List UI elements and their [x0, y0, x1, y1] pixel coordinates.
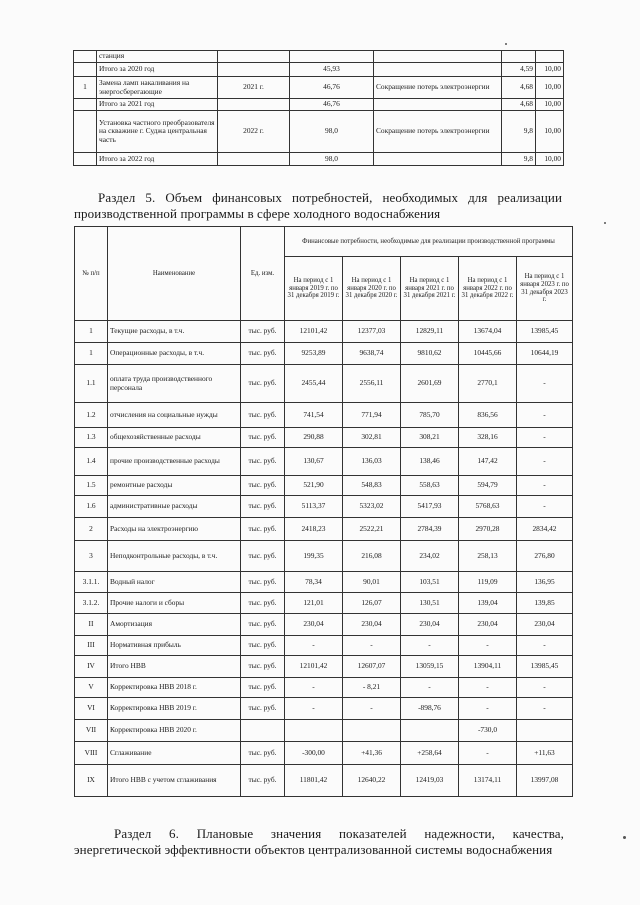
table-row	[74, 63, 564, 77]
top-cell-year	[218, 63, 290, 77]
row-unit: тыс. руб.	[241, 428, 285, 448]
row-value: +41,36	[343, 742, 401, 765]
row-unit: тыс. руб.	[241, 343, 285, 365]
row-num: 3	[75, 541, 108, 572]
header-period: На период с 1 января 2023 г. по 31 декабря 2023 г.	[517, 257, 573, 321]
top-cell-name: Итого за 2021 год	[97, 99, 218, 111]
header-period: На период с 1 января 2022 г. по 31 декабря 2022 г.	[459, 257, 517, 321]
row-unit: тыс. руб.	[241, 678, 285, 698]
row-value: 12377,03	[343, 321, 401, 343]
row-value: 9810,62	[401, 343, 459, 365]
row-value: 521,90	[285, 476, 343, 496]
row-name: Прочие налоги и сборы	[108, 593, 241, 614]
top-cell-v2: 10,00	[536, 99, 564, 111]
row-unit: тыс. руб.	[241, 448, 285, 476]
row-value: 230,04	[459, 614, 517, 636]
row-value: -	[343, 698, 401, 720]
row-value	[401, 720, 459, 742]
top-cell-v1	[502, 51, 536, 63]
top-cell-effect	[374, 51, 502, 63]
row-name: общехозяйственные расходы	[108, 428, 241, 448]
row-value: 2834,42	[517, 518, 573, 541]
row-value: -	[517, 636, 573, 656]
table-row	[75, 448, 573, 476]
row-value: -898,76	[401, 698, 459, 720]
row-value: 308,21	[401, 428, 459, 448]
row-value: 147,42	[459, 448, 517, 476]
table-row	[75, 428, 573, 448]
table-row	[75, 636, 573, 656]
top-cell-num	[74, 111, 97, 153]
row-unit: тыс. руб.	[241, 321, 285, 343]
row-num: VIII	[75, 742, 108, 765]
top-cell-v1: 4,59	[502, 63, 536, 77]
row-value: 12829,11	[401, 321, 459, 343]
row-value: 302,81	[343, 428, 401, 448]
row-value: 5417,93	[401, 496, 459, 518]
row-value: 2784,39	[401, 518, 459, 541]
table-row	[75, 678, 573, 698]
row-unit: тыс. руб.	[241, 518, 285, 541]
row-value: 139,85	[517, 593, 573, 614]
row-value: 230,04	[401, 614, 459, 636]
table-row	[75, 765, 573, 797]
row-value: - 8,21	[343, 678, 401, 698]
row-unit: тыс. руб.	[241, 636, 285, 656]
top-cell-v2	[536, 51, 564, 63]
row-value: 130,67	[285, 448, 343, 476]
row-value: -	[285, 678, 343, 698]
row-num: 1	[75, 321, 108, 343]
row-value: 10445,66	[459, 343, 517, 365]
row-name: Корректировка НВВ 2018 г.	[108, 678, 241, 698]
row-unit	[241, 720, 285, 742]
row-value: 5768,63	[459, 496, 517, 518]
row-value: 594,79	[459, 476, 517, 496]
top-cell-num	[74, 63, 97, 77]
row-num: VI	[75, 698, 108, 720]
row-value: 216,08	[343, 541, 401, 572]
row-unit: тыс. руб.	[241, 742, 285, 765]
row-value: 9638,74	[343, 343, 401, 365]
row-value: -	[517, 476, 573, 496]
table-row	[74, 77, 564, 99]
row-num: 3.1.1.	[75, 572, 108, 593]
table-row	[75, 403, 573, 428]
row-value: -	[517, 403, 573, 428]
row-unit: тыс. руб.	[241, 476, 285, 496]
top-cell-cost: 98,0	[290, 111, 374, 153]
row-num: 1.4	[75, 448, 108, 476]
top-cell-effect	[374, 99, 502, 111]
table-row	[75, 593, 573, 614]
row-unit: тыс. руб.	[241, 765, 285, 797]
row-value: +11,63	[517, 742, 573, 765]
row-value: -	[401, 636, 459, 656]
row-name: Нормативная прибыль	[108, 636, 241, 656]
row-name: Итого НВВ	[108, 656, 241, 678]
top-cell-effect	[374, 63, 502, 77]
row-value: 90,01	[343, 572, 401, 593]
top-cell-v2: 10,00	[536, 77, 564, 99]
row-value: -	[459, 698, 517, 720]
row-name: Расходы на электроэнергию	[108, 518, 241, 541]
row-value: 119,09	[459, 572, 517, 593]
row-unit: тыс. руб.	[241, 572, 285, 593]
table-row	[75, 720, 573, 742]
row-value: -	[517, 678, 573, 698]
row-value: -	[459, 678, 517, 698]
top-cell-effect: Сокращение потерь электроэнергии	[374, 111, 502, 153]
top-cell-effect: Сокращение потерь электроэнергии	[374, 77, 502, 99]
row-value: 12101,42	[285, 656, 343, 678]
table-row	[74, 51, 564, 63]
top-cell-year	[218, 99, 290, 111]
table-row	[75, 476, 573, 496]
row-value: 12607,07	[343, 656, 401, 678]
row-value: 13997,08	[517, 765, 573, 797]
top-cell-num: 1	[74, 77, 97, 99]
table-row	[74, 99, 564, 111]
row-value: 2970,28	[459, 518, 517, 541]
row-value: -	[401, 678, 459, 698]
top-cell-cost: 98,0	[290, 153, 374, 166]
row-name: Итого НВВ с учетом сглаживания	[108, 765, 241, 797]
row-value	[343, 720, 401, 742]
row-value: -	[517, 428, 573, 448]
top-cell-v2: 10,00	[536, 63, 564, 77]
row-value: 5113,37	[285, 496, 343, 518]
row-value: 771,94	[343, 403, 401, 428]
row-name: прочие производственные расходы	[108, 448, 241, 476]
row-num: III	[75, 636, 108, 656]
table-row	[75, 541, 573, 572]
row-num: 1.6	[75, 496, 108, 518]
top-cell-num	[74, 99, 97, 111]
row-unit: тыс. руб.	[241, 614, 285, 636]
top-cell-cost	[290, 51, 374, 63]
row-num: IV	[75, 656, 108, 678]
top-cell-name: Установка частного преобразователя на скважине г. Суджа центральная часть	[97, 111, 218, 153]
top-cell-v1: 9,8	[502, 153, 536, 166]
row-value: 12640,22	[343, 765, 401, 797]
top-cell-v1: 9,8	[502, 111, 536, 153]
row-value: 12419,03	[401, 765, 459, 797]
row-name: Текущие расходы, в т.ч.	[108, 321, 241, 343]
top-cell-num	[74, 153, 97, 166]
row-value: 2556,11	[343, 365, 401, 403]
top-cell-cost: 46,76	[290, 77, 374, 99]
row-value: 2770,1	[459, 365, 517, 403]
row-name: отчисления на социальные нужды	[108, 403, 241, 428]
section-5-title: Раздел 5. Объем финансовых потребностей, необходимых для реализации производственной программы в сфере холодного водоснабжения	[74, 190, 562, 221]
row-value: 558,63	[401, 476, 459, 496]
row-value: -	[517, 448, 573, 476]
top-cell-v2: 10,00	[536, 111, 564, 153]
row-name: Сглаживание	[108, 742, 241, 765]
row-value: 2455,44	[285, 365, 343, 403]
table-row	[74, 153, 564, 166]
row-value: 258,13	[459, 541, 517, 572]
row-value: 10644,19	[517, 343, 573, 365]
row-value: -	[343, 636, 401, 656]
row-value: 126,07	[343, 593, 401, 614]
row-num: 1.2	[75, 403, 108, 428]
row-num: VII	[75, 720, 108, 742]
top-cell-name: Итого за 2022 год	[97, 153, 218, 166]
row-value: -	[459, 636, 517, 656]
table-row	[75, 321, 573, 343]
row-num: IX	[75, 765, 108, 797]
top-cell-cost: 45,93	[290, 63, 374, 77]
row-value: -730,0	[459, 720, 517, 742]
top-cell-year	[218, 51, 290, 63]
row-name: ремонтные расходы	[108, 476, 241, 496]
row-name: административные расходы	[108, 496, 241, 518]
row-unit: тыс. руб.	[241, 403, 285, 428]
header-period: На период с 1 января 2019 г. по 31 декабря 2019 г.	[285, 257, 343, 321]
top-cell-name: станция	[97, 51, 218, 63]
row-unit: тыс. руб.	[241, 656, 285, 678]
row-value: 13985,45	[517, 656, 573, 678]
top-cell-num	[74, 51, 97, 63]
row-num: 1.3	[75, 428, 108, 448]
top-cell-v1: 4,68	[502, 77, 536, 99]
row-value	[517, 720, 573, 742]
row-value: 138,46	[401, 448, 459, 476]
row-num: 1.1	[75, 365, 108, 403]
section-6-title: Раздел 6. Плановые значения показателей надежности, качества, энергетической эффективности объектов централизованной системы водоснабжения	[74, 826, 564, 857]
top-cell-cost: 46,76	[290, 99, 374, 111]
row-num: II	[75, 614, 108, 636]
row-value: 103,51	[401, 572, 459, 593]
row-value: 136,95	[517, 572, 573, 593]
table-row	[75, 614, 573, 636]
table-row	[75, 496, 573, 518]
row-name: оплата труда производственного персонала	[108, 365, 241, 403]
row-value: +258,64	[401, 742, 459, 765]
row-value: 230,04	[517, 614, 573, 636]
table-row	[75, 343, 573, 365]
row-value: 13059,15	[401, 656, 459, 678]
row-num: 3.1.2.	[75, 593, 108, 614]
row-value: 2601,69	[401, 365, 459, 403]
financial-needs-table	[74, 226, 573, 797]
row-value: 12101,42	[285, 321, 343, 343]
row-value: 9253,89	[285, 343, 343, 365]
row-value: 78,34	[285, 572, 343, 593]
top-cell-name: Итого за 2020 год	[97, 63, 218, 77]
row-value: 139,04	[459, 593, 517, 614]
row-unit: тыс. руб.	[241, 496, 285, 518]
row-unit: тыс. руб.	[241, 593, 285, 614]
row-num: 1.5	[75, 476, 108, 496]
top-cell-v2: 10,00	[536, 153, 564, 166]
top-cell-name: Замена ламп накаливания на энергосберегающие	[97, 77, 218, 99]
row-name: Корректировка НВВ 2019 г.	[108, 698, 241, 720]
row-unit: тыс. руб.	[241, 541, 285, 572]
row-value: 136,03	[343, 448, 401, 476]
table-row	[75, 656, 573, 678]
row-value	[285, 720, 343, 742]
row-name: Амортизация	[108, 614, 241, 636]
row-name: Операционные расходы, в т.ч.	[108, 343, 241, 365]
row-num: 2	[75, 518, 108, 541]
row-value: 121,01	[285, 593, 343, 614]
row-value: 13904,11	[459, 656, 517, 678]
row-value: 11801,42	[285, 765, 343, 797]
top-cell-year	[218, 153, 290, 166]
top-cell-year: 2022 г.	[218, 111, 290, 153]
table-row	[75, 742, 573, 765]
row-num: 1	[75, 343, 108, 365]
row-value: 199,35	[285, 541, 343, 572]
row-value: 2522,21	[343, 518, 401, 541]
row-unit: тыс. руб.	[241, 365, 285, 403]
row-value: 230,04	[343, 614, 401, 636]
row-value: -	[517, 365, 573, 403]
row-value: 13174,11	[459, 765, 517, 797]
row-value: 328,16	[459, 428, 517, 448]
header-period: На период с 1 января 2021 г. по 31 декабря 2021 г.	[401, 257, 459, 321]
row-value: 548,83	[343, 476, 401, 496]
row-value: 276,80	[517, 541, 573, 572]
row-value: 13985,45	[517, 321, 573, 343]
top-cell-effect	[374, 153, 502, 166]
row-value: 13674,04	[459, 321, 517, 343]
row-value: 230,04	[285, 614, 343, 636]
row-name: Водный налог	[108, 572, 241, 593]
row-num: V	[75, 678, 108, 698]
table-row	[74, 111, 564, 153]
top-cell-year: 2021 г.	[218, 77, 290, 99]
row-value: -	[459, 742, 517, 765]
table-row	[75, 698, 573, 720]
header-group: Финансовые потребности, необходимые для реализации производственной программы	[285, 227, 573, 257]
row-value: 785,70	[401, 403, 459, 428]
row-value: 5323,02	[343, 496, 401, 518]
row-value: 130,51	[401, 593, 459, 614]
row-name: Неподконтрольные расходы, в т.ч.	[108, 541, 241, 572]
table-row	[75, 518, 573, 541]
top-table	[73, 50, 564, 166]
row-value: 741,54	[285, 403, 343, 428]
row-value: -	[285, 698, 343, 720]
table-row	[75, 572, 573, 593]
header-name: Наименование	[108, 227, 241, 321]
row-value: -300,00	[285, 742, 343, 765]
row-unit: тыс. руб.	[241, 698, 285, 720]
row-value: -	[517, 496, 573, 518]
top-cell-v1: 4,68	[502, 99, 536, 111]
header-num: № п/п	[75, 227, 108, 321]
row-value: -	[285, 636, 343, 656]
header-period: На период с 1 января 2020 г. по 31 декабря 2020 г.	[343, 257, 401, 321]
row-value: 2418,23	[285, 518, 343, 541]
row-value: 234,02	[401, 541, 459, 572]
row-value: 290,88	[285, 428, 343, 448]
row-value: 836,56	[459, 403, 517, 428]
header-unit: Ед. изм.	[241, 227, 285, 321]
row-name: Корректировка НВВ 2020 г.	[108, 720, 241, 742]
table-row	[75, 365, 573, 403]
row-value: -	[517, 698, 573, 720]
